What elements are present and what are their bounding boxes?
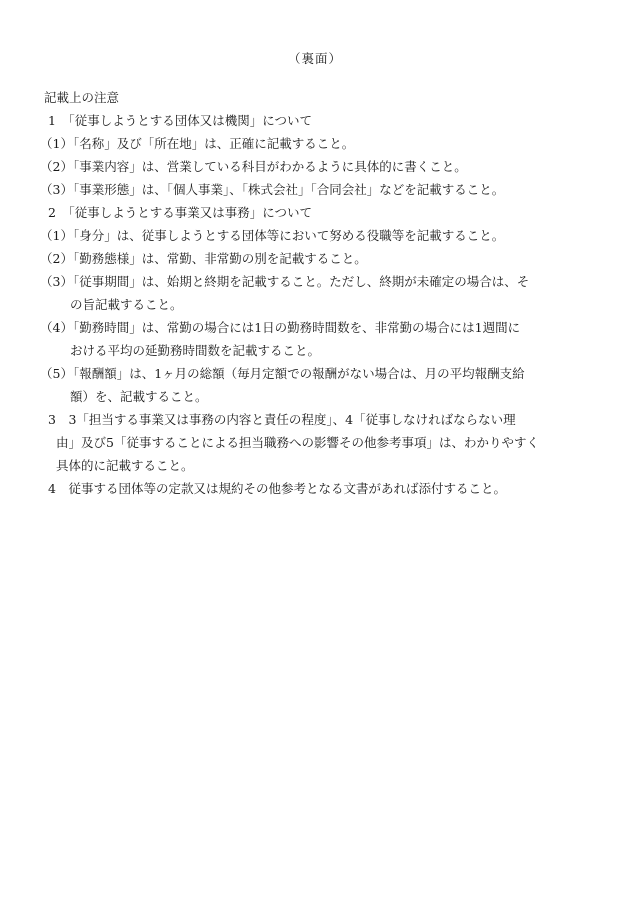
- note-item-2-1: （1）「身分」は、従事しようとする団体等において努める役職等を記載すること。: [40, 228, 505, 243]
- note-item-2-5-continued: 額）を、記載すること。: [70, 389, 208, 404]
- note-item-2-3-continued: の旨記載すること。: [70, 297, 183, 312]
- note-item-2-4-continued: おける平均の延勤務時間数を記載すること。: [70, 343, 321, 358]
- note-item-1-2: （2）「事業内容」は、営業している科目がわかるように具体的に書くこと。: [40, 159, 467, 174]
- notes-section: [40, 86, 594, 500]
- note-item-3-continued-1: 由」及び5「従事することによる担当職務への影響その他参考事項」は、わかりやすく: [56, 435, 539, 450]
- note-item-2-heading: 2 「従事しようとする事業又は事務」について: [48, 205, 312, 220]
- note-item-1-heading: 1 「従事しようとする団体又は機関」について: [48, 113, 312, 128]
- note-item-3-continued-2: 具体的に記載すること。: [56, 458, 194, 473]
- note-item-3: 3 3「担当する事業又は事務の内容と責任の程度」、4「従事しなければならない理: [48, 412, 516, 427]
- note-item-2-4: （4）「勤務時間」は、常勤の場合には1日の勤務時間数を、非常勤の場合には1週間に: [40, 320, 521, 335]
- note-item-4: 4 従事する団体等の定款又は規約その他参考となる文書があれば添付すること。: [48, 481, 506, 496]
- notes-title: 記載上の注意: [44, 90, 120, 105]
- note-item-2-5: （5）「報酬額」は、1ヶ月の総額（毎月定額での報酬がない場合は、月の平均報酬支給: [40, 366, 525, 381]
- note-item-2-3: （3）「従事期間」は、始期と終期を記載すること。ただし、終期が未確定の場合は、そ: [40, 274, 530, 289]
- note-item-1-1: （1）「名称」及び「所在地」は、正確に記載すること。: [40, 136, 355, 151]
- note-item-1-3: （3）「事業形態」は、「個人事業」、「株式会社」「合同会社」などを記載すること。: [40, 182, 505, 197]
- page-side-label: （裏面）: [287, 51, 342, 66]
- note-item-2-2: （2）「勤務態様」は、常勤、非常勤の別を記載すること。: [40, 251, 367, 266]
